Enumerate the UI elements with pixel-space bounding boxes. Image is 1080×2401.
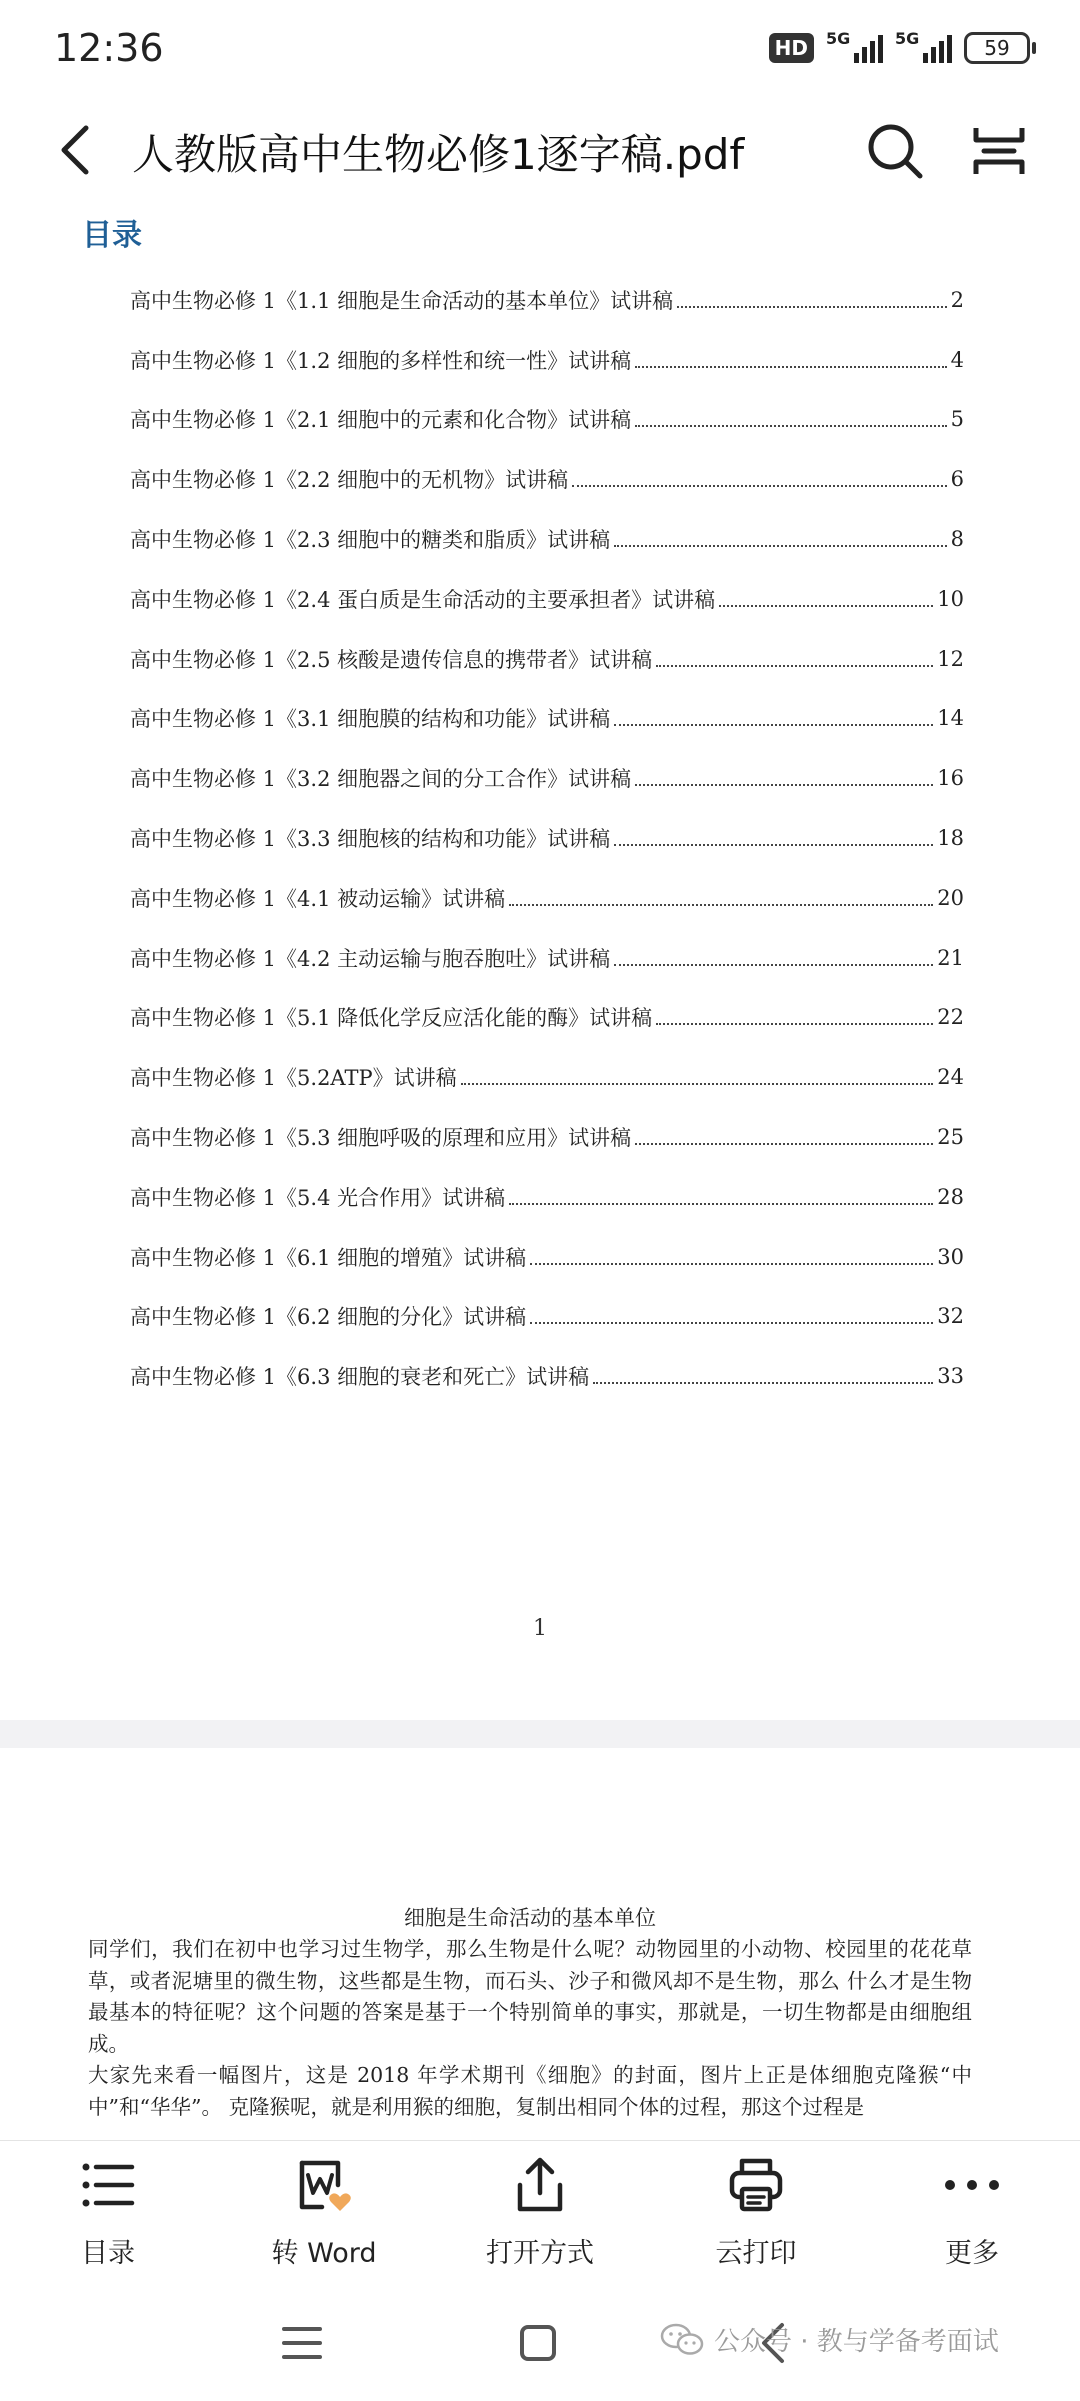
toc-entry[interactable] <box>130 988 964 1048</box>
wechat-logo-icon <box>660 2322 704 2358</box>
toc-dot-leader <box>614 964 933 966</box>
cloud-print-button[interactable] <box>648 2141 864 2286</box>
title-bar <box>0 100 1080 203</box>
toc-entry-page: 25 <box>937 1125 964 1150</box>
toc-entry[interactable] <box>130 1107 964 1167</box>
toc-entry[interactable] <box>130 928 964 988</box>
toc-dot-leader <box>635 366 947 368</box>
toc-entry-page: 20 <box>937 885 964 910</box>
toc-list-icon <box>78 2155 138 2215</box>
system-nav-bar <box>0 2285 1080 2401</box>
toc-entry-title: 高中生物必修 1《4.1 被动运输》试讲稿 <box>130 886 506 911</box>
status-time: 12:36 <box>54 26 164 70</box>
toc-entry-page: 33 <box>937 1364 964 1389</box>
toc-entry-title: 高中生物必修 1《3.2 细胞器之间的分工合作》试讲稿 <box>130 767 632 792</box>
toc-dot-leader <box>593 1382 933 1384</box>
body-paragraph: 同学们，我们在初中也学习过生物学，那么生物是什么呢？动物园里的小动物、校园里的花花草草，或者泥塘里的微生物，这些都是生物，而石头、沙子和微风却不是生物，那么 什么才是生物最基本的特征呢？这个问题的答案是基于一个特别简单的事实，那就是，一切生物都是由细胞组成。 <box>88 1937 972 2056</box>
toc-entry-title: 高中生物必修 1《6.3 细胞的衰老和死亡》试讲稿 <box>130 1365 590 1390</box>
toc-entry[interactable] <box>130 868 964 928</box>
toc-entry-page: 21 <box>937 945 964 970</box>
battery-level: 59 <box>984 36 1010 60</box>
toolbar-label: 目录 <box>81 2238 135 2269</box>
toc-entry[interactable] <box>130 449 964 509</box>
toolbar-label: 转 Word <box>271 2238 377 2269</box>
toc-entry-page: 22 <box>937 1005 964 1030</box>
toc-entry[interactable] <box>130 1167 964 1227</box>
toc-entry-page: 18 <box>937 826 964 851</box>
toc-entry-title: 高中生物必修 1《6.2 细胞的分化》试讲稿 <box>130 1305 527 1330</box>
toc-entry-page: 4 <box>950 347 964 372</box>
toc-entry-page: 32 <box>937 1304 964 1329</box>
toc-dot-leader <box>656 1023 933 1025</box>
toc-dot-leader <box>530 1322 933 1324</box>
toc-entry[interactable] <box>130 1047 964 1107</box>
toc-dot-leader <box>635 1143 933 1145</box>
toc-entry-title: 高中生物必修 1《2.5 核酸是遗传信息的携带者》试讲稿 <box>130 647 653 672</box>
toc-entry[interactable] <box>130 748 964 808</box>
share-open-icon <box>510 2155 570 2215</box>
toc-entry-page: 6 <box>950 467 964 492</box>
status-indicators <box>769 29 1030 64</box>
toc-entry[interactable] <box>130 1287 964 1347</box>
toc-entry-title: 高中生物必修 1《2.3 细胞中的糖类和脂质》试讲稿 <box>130 528 611 553</box>
status-bar <box>0 0 1080 100</box>
toc-entry[interactable] <box>130 390 964 450</box>
section-title: 细胞是生命活动的基本单位 <box>404 1906 656 1930</box>
pdf-page-1[interactable] <box>0 202 1080 1720</box>
convert-word-icon <box>294 2155 354 2215</box>
toc-list <box>130 270 964 1406</box>
toc-entry-title: 高中生物必修 1《5.3 细胞呼吸的原理和应用》试讲稿 <box>130 1126 632 1151</box>
bottom-toolbar <box>0 2140 1080 2286</box>
toolbar-label: 打开方式 <box>486 2238 594 2269</box>
document-title: 人教版高中生物必修1逐字稿.pdf <box>132 130 745 179</box>
page-number: 1 <box>533 1616 547 1641</box>
toc-entry-title: 高中生物必修 1《3.1 细胞膜的结构和功能》试讲稿 <box>130 707 611 732</box>
home-icon[interactable] <box>510 2315 566 2371</box>
toolbar-label: 云打印 <box>715 2238 797 2269</box>
toc-entry-page: 8 <box>950 527 964 552</box>
page-separator <box>0 1720 1080 1748</box>
toc-entry-title: 高中生物必修 1《1.2 细胞的多样性和统一性》试讲稿 <box>130 348 632 373</box>
toc-entry-title: 高中生物必修 1《6.1 细胞的增殖》试讲稿 <box>130 1245 527 1270</box>
toc-entry-page: 16 <box>937 766 964 791</box>
toc-entry[interactable] <box>130 1227 964 1287</box>
toc-entry[interactable] <box>130 689 964 749</box>
toc-entry-title: 高中生物必修 1《5.1 降低化学反应活化能的酶》试讲稿 <box>130 1006 653 1031</box>
toc-dot-leader <box>635 784 933 786</box>
toc-dot-leader <box>509 904 933 906</box>
toc-button[interactable] <box>0 2141 216 2286</box>
toc-entry-page: 28 <box>937 1184 964 1209</box>
toc-entry-title: 高中生物必修 1《2.4 蛋白质是生命活动的主要承担者》试讲稿 <box>130 587 716 612</box>
back-button[interactable] <box>50 120 110 180</box>
toc-entry-title: 高中生物必修 1《5.4 光合作用》试讲稿 <box>130 1185 506 1210</box>
more-dots-icon <box>942 2155 1002 2215</box>
toc-dot-leader <box>572 485 947 487</box>
toc-entry-page: 30 <box>937 1244 964 1269</box>
toc-entry[interactable] <box>130 330 964 390</box>
toc-heading: 目录 <box>82 218 142 253</box>
search-icon <box>862 118 928 184</box>
signal-icon-sim2 <box>895 29 952 63</box>
cloud-print-icon <box>726 2155 786 2215</box>
toc-dot-leader <box>509 1203 933 1205</box>
signal-icon-sim1 <box>826 29 883 63</box>
toc-entry-page: 2 <box>950 287 964 312</box>
toc-dot-leader <box>614 545 947 547</box>
toc-entry-title: 高中生物必修 1《5.2ATP》试讲稿 <box>130 1066 457 1091</box>
toc-entry[interactable] <box>130 270 964 330</box>
toc-entry-page: 10 <box>937 586 964 611</box>
toc-dot-leader <box>614 724 933 726</box>
section-body <box>88 1934 972 2123</box>
toc-dot-leader <box>635 425 947 427</box>
toc-entry-title: 高中生物必修 1《2.2 细胞中的无机物》试讲稿 <box>130 468 569 493</box>
watermark <box>660 2321 999 2358</box>
toc-entry[interactable] <box>130 569 964 629</box>
toc-entry[interactable] <box>130 808 964 868</box>
open-with-button[interactable] <box>432 2141 648 2286</box>
menu-icon[interactable] <box>274 2315 330 2371</box>
toc-entry-page: 14 <box>937 706 964 731</box>
toc-dot-leader <box>656 665 933 667</box>
network-type-sim1: 5G <box>826 29 851 48</box>
toc-entry-title: 高中生物必修 1《3.3 细胞核的结构和功能》试讲稿 <box>130 827 611 852</box>
toc-dot-leader <box>614 844 933 846</box>
toc-dot-leader <box>530 1263 933 1265</box>
network-type-sim2: 5G <box>895 29 920 48</box>
more-button[interactable] <box>864 2141 1080 2286</box>
toc-entry-page: 12 <box>937 646 964 671</box>
watermark-text: 公众号 · 教与学备考面试 <box>714 2327 999 2357</box>
toc-dot-leader <box>719 605 933 607</box>
exit-reading-icon <box>968 120 1030 182</box>
exit-reading-button[interactable] <box>968 120 1030 182</box>
toc-entry[interactable] <box>130 509 964 569</box>
toc-entry-title: 高中生物必修 1《4.2 主动运输与胞吞胞吐》试讲稿 <box>130 946 611 971</box>
toc-entry[interactable] <box>130 1346 964 1406</box>
search-button[interactable] <box>862 118 928 184</box>
battery-icon <box>964 32 1030 64</box>
body-paragraph: 大家先来看一幅图片，这是 2018 年学术期刊《细胞》的封面，图片上正是体细胞克隆猴“中中”和“华华”。 克隆猴呢，就是利用猴的细胞，复制出相同个体的过程，那这个过程是 <box>88 2063 972 2119</box>
toc-entry-title: 高中生物必修 1《1.1 细胞是生命活动的基本单位》试讲稿 <box>130 288 674 313</box>
toc-entry[interactable] <box>130 629 964 689</box>
back-icon <box>50 120 110 180</box>
toc-entry-page: 5 <box>950 407 964 432</box>
toc-dot-leader <box>677 306 947 308</box>
toc-entry-title: 高中生物必修 1《2.1 细胞中的元素和化合物》试讲稿 <box>130 408 632 433</box>
pdf-page-2[interactable] <box>0 1748 1080 2140</box>
toc-entry-page: 24 <box>937 1065 964 1090</box>
hd-voice-badge: HD <box>769 33 814 63</box>
toc-dot-leader <box>461 1083 934 1085</box>
convert-word-button[interactable] <box>216 2141 432 2286</box>
toolbar-label: 更多 <box>945 2238 999 2269</box>
